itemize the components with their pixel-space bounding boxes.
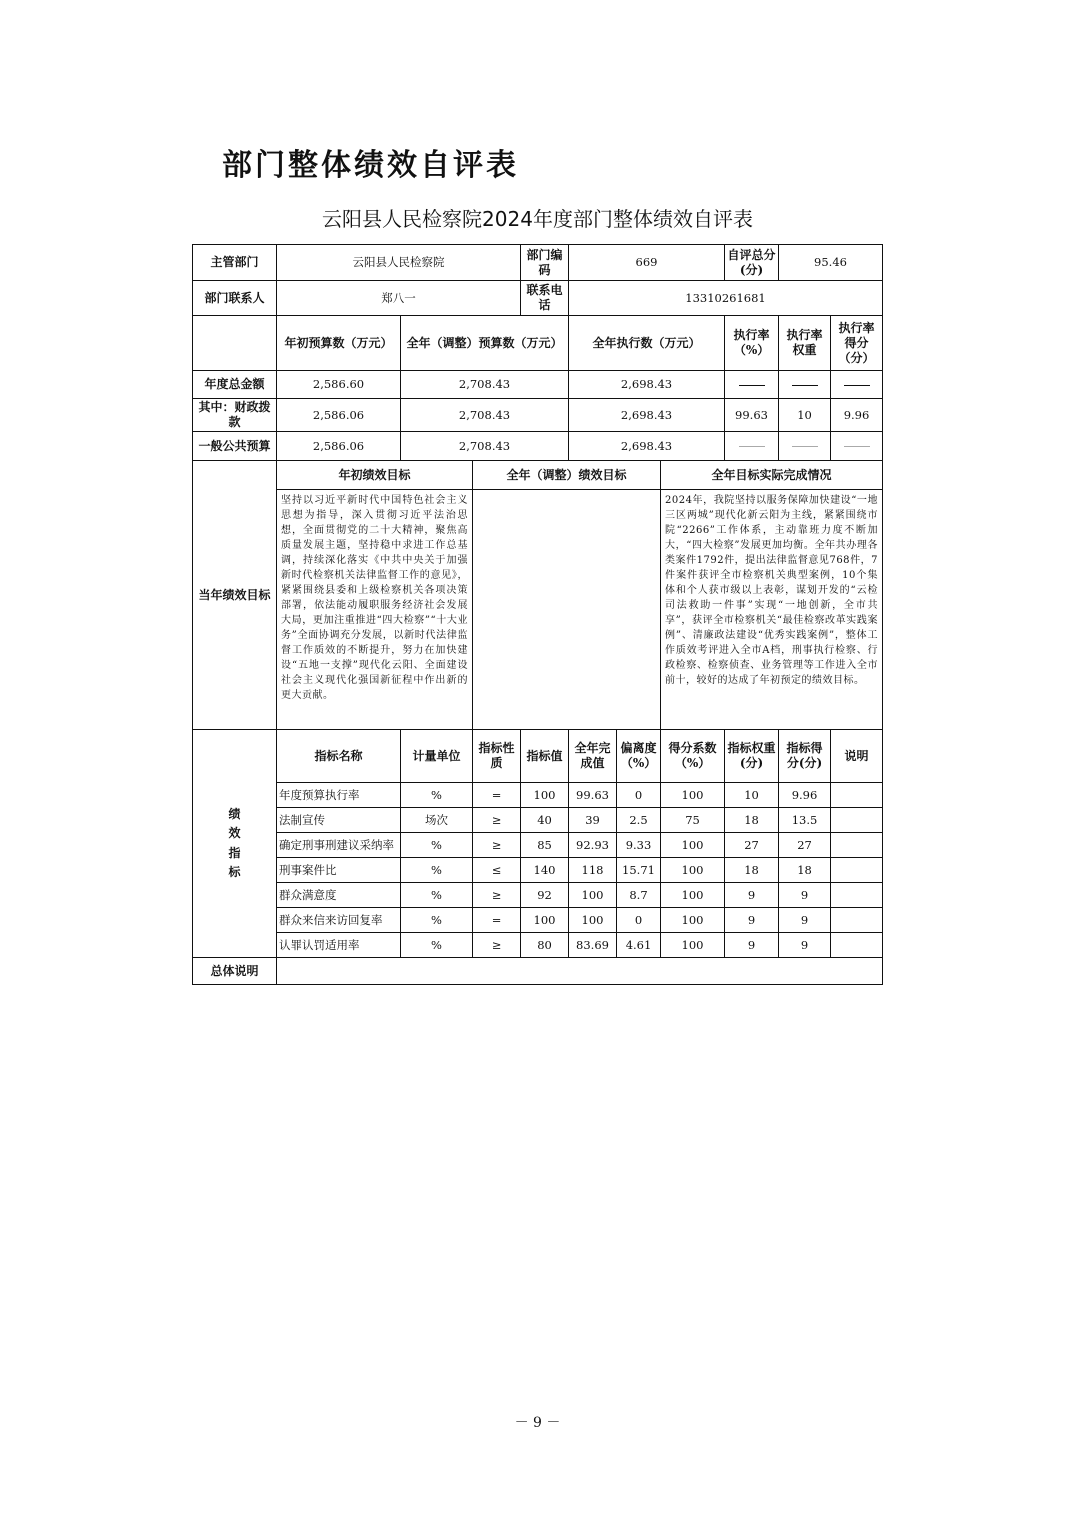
indicator-note bbox=[831, 933, 883, 958]
indicator-deviation: 8.7 bbox=[617, 883, 661, 908]
page-heading: 部门整体绩效自评表 bbox=[222, 148, 519, 183]
indicator-row bbox=[193, 933, 883, 958]
indicator-note bbox=[831, 783, 883, 808]
budget-weight bbox=[779, 371, 831, 399]
indicator-score: 18 bbox=[779, 858, 831, 883]
goals-header-adjusted: 全年（调整）绩效目标 bbox=[473, 461, 661, 490]
indicator-row bbox=[193, 808, 883, 833]
budget-row bbox=[193, 371, 883, 399]
budget-score bbox=[831, 371, 883, 399]
indicator-nature: ≥ bbox=[473, 883, 521, 908]
indicator-row bbox=[193, 908, 883, 933]
indicator-name: 年度预算执行率 bbox=[277, 783, 401, 808]
indicator-nature: ≥ bbox=[473, 833, 521, 858]
indicator-coef: 75 bbox=[661, 808, 725, 833]
indicator-note bbox=[831, 883, 883, 908]
indicator-weight: 18 bbox=[725, 808, 779, 833]
budget-executed: 2,698.43 bbox=[569, 399, 725, 432]
budget-rate: 99.63 bbox=[725, 399, 779, 432]
budget-score: 9.96 bbox=[831, 399, 883, 432]
budget-executed: 2,698.43 bbox=[569, 432, 725, 461]
indicator-weight: 9 bbox=[725, 883, 779, 908]
budget-row-label: 年度总金额 bbox=[193, 371, 277, 399]
dash-mark bbox=[739, 385, 765, 386]
indicator-unit: % bbox=[401, 783, 473, 808]
indicator-nature: ≥ bbox=[473, 808, 521, 833]
page-number: － 9 － bbox=[514, 1415, 561, 1431]
budget-initial: 2,586.06 bbox=[277, 399, 401, 432]
indicator-target: 140 bbox=[521, 858, 569, 883]
indicator-row bbox=[193, 833, 883, 858]
goals-initial-text: 坚持以习近平新时代中国特色社会主义思想为指导，深入贯彻习近平法治思想，全面贯彻党的二十大精神，聚焦高质量发展主题，坚持稳中求进工作总基调，持续深化落实《中共中央关于加强新时代检察机关法律监督工作的意见》，紧紧围绕县委和上级检察机关各项决策部署，依法能动履职服务经济社会发展大局，更加注重推进“四大检察”“十大业务”全面协调充分发展，以新时代法律监督工作质效的不断提升，努力在加快建设“五地一支撑”现代化云阳、全面建设社会主义现代化强国新征程中作出新的更大贡献。 bbox=[277, 490, 473, 730]
budget-header-adjusted: 全年（调整）预算数（万元） bbox=[401, 316, 569, 371]
goals-adjusted-text bbox=[473, 490, 661, 730]
budget-header-weight: 执行率权重 bbox=[779, 316, 831, 371]
indicator-deviation: 2.5 bbox=[617, 808, 661, 833]
indicators-label-text: 绩效指标 bbox=[228, 807, 241, 879]
indicator-weight: 9 bbox=[725, 908, 779, 933]
indicator-unit: % bbox=[401, 908, 473, 933]
indicator-deviation: 0 bbox=[617, 908, 661, 933]
ind-header-coef: 得分系数（%） bbox=[661, 730, 725, 783]
code-label: 部门编码 bbox=[521, 245, 569, 281]
indicator-coef: 100 bbox=[661, 783, 725, 808]
indicator-actual: 39 bbox=[569, 808, 617, 833]
indicator-deviation: 4.61 bbox=[617, 933, 661, 958]
budget-initial: 2,586.60 bbox=[277, 371, 401, 399]
ind-header-score: 指标得分(分) bbox=[779, 730, 831, 783]
indicator-score: 9 bbox=[779, 883, 831, 908]
indicator-deviation: 9.33 bbox=[617, 833, 661, 858]
budget-row bbox=[193, 399, 883, 432]
indicator-actual: 100 bbox=[569, 908, 617, 933]
goals-header-actual: 全年目标实际完成情况 bbox=[661, 461, 883, 490]
indicator-name: 法制宣传 bbox=[277, 808, 401, 833]
phone-value: 13310261681 bbox=[569, 281, 883, 316]
indicator-actual: 99.63 bbox=[569, 783, 617, 808]
indicator-score: 9.96 bbox=[779, 783, 831, 808]
ind-header-name: 指标名称 bbox=[277, 730, 401, 783]
budget-header-executed: 全年执行数（万元） bbox=[569, 316, 725, 371]
budget-header-rate: 执行率（%） bbox=[725, 316, 779, 371]
indicator-target: 100 bbox=[521, 783, 569, 808]
dept-label: 主管部门 bbox=[193, 245, 277, 281]
indicator-unit: % bbox=[401, 833, 473, 858]
dash-mark bbox=[844, 385, 870, 386]
indicator-name: 认罪认罚适用率 bbox=[277, 933, 401, 958]
indicator-deviation: 0 bbox=[617, 783, 661, 808]
indicator-row bbox=[193, 783, 883, 808]
budget-score bbox=[831, 432, 883, 461]
indicator-target: 92 bbox=[521, 883, 569, 908]
indicator-row bbox=[193, 858, 883, 883]
budget-adjusted: 2,708.43 bbox=[401, 371, 569, 399]
phone-label: 联系电话 bbox=[521, 281, 569, 316]
dept-value: 云阳县人民检察院 bbox=[277, 245, 521, 281]
budget-adjusted: 2,708.43 bbox=[401, 399, 569, 432]
indicator-target: 100 bbox=[521, 908, 569, 933]
dash-mark bbox=[739, 446, 765, 447]
indicator-score: 13.5 bbox=[779, 808, 831, 833]
goals-label: 当年绩效目标 bbox=[193, 461, 277, 730]
indicators-label bbox=[193, 730, 277, 958]
indicator-score: 9 bbox=[779, 933, 831, 958]
indicator-note bbox=[831, 833, 883, 858]
dash-mark bbox=[792, 385, 818, 386]
indicator-actual: 100 bbox=[569, 883, 617, 908]
ind-header-deviation: 偏离度（%） bbox=[617, 730, 661, 783]
indicator-row bbox=[193, 883, 883, 908]
indicator-target: 40 bbox=[521, 808, 569, 833]
score-value: 95.46 bbox=[779, 245, 883, 281]
indicator-score: 9 bbox=[779, 908, 831, 933]
indicator-deviation: 15.71 bbox=[617, 858, 661, 883]
indicator-coef: 100 bbox=[661, 858, 725, 883]
ind-header-note: 说明 bbox=[831, 730, 883, 783]
indicator-unit: % bbox=[401, 883, 473, 908]
budget-initial: 2,586.06 bbox=[277, 432, 401, 461]
indicator-weight: 10 bbox=[725, 783, 779, 808]
budget-header-score: 执行率得分（分） bbox=[831, 316, 883, 371]
budget-rate bbox=[725, 432, 779, 461]
indicator-name: 群众来信来访回复率 bbox=[277, 908, 401, 933]
indicator-weight: 27 bbox=[725, 833, 779, 858]
indicator-unit: 场次 bbox=[401, 808, 473, 833]
indicator-coef: 100 bbox=[661, 883, 725, 908]
table-title: 云阳县人民检察院2024年度部门整体绩效自评表 bbox=[322, 207, 753, 231]
budget-weight: 10 bbox=[779, 399, 831, 432]
summary-value bbox=[277, 958, 883, 985]
indicator-coef: 100 bbox=[661, 933, 725, 958]
goals-header-initial: 年初绩效目标 bbox=[277, 461, 473, 490]
indicator-coef: 100 bbox=[661, 908, 725, 933]
indicator-actual: 118 bbox=[569, 858, 617, 883]
indicator-note bbox=[831, 858, 883, 883]
budget-header-initial: 年初预算数（万元） bbox=[277, 316, 401, 371]
indicator-weight: 9 bbox=[725, 933, 779, 958]
dash-mark bbox=[792, 446, 818, 447]
budget-rate bbox=[725, 371, 779, 399]
indicator-nature: = bbox=[473, 908, 521, 933]
budget-row-label: 一般公共预算 bbox=[193, 432, 277, 461]
ind-header-actual: 全年完成值 bbox=[569, 730, 617, 783]
indicator-actual: 83.69 bbox=[569, 933, 617, 958]
indicator-name: 群众满意度 bbox=[277, 883, 401, 908]
indicator-nature: ≤ bbox=[473, 858, 521, 883]
indicator-coef: 100 bbox=[661, 833, 725, 858]
indicator-target: 80 bbox=[521, 933, 569, 958]
self-evaluation-table bbox=[192, 244, 883, 985]
indicator-nature: = bbox=[473, 783, 521, 808]
indicator-unit: % bbox=[401, 858, 473, 883]
ind-header-target: 指标值 bbox=[521, 730, 569, 783]
contact-label: 部门联系人 bbox=[193, 281, 277, 316]
ind-header-unit: 计量单位 bbox=[401, 730, 473, 783]
indicator-note bbox=[831, 908, 883, 933]
ind-header-nature: 指标性质 bbox=[473, 730, 521, 783]
budget-executed: 2,698.43 bbox=[569, 371, 725, 399]
indicator-name: 刑事案件比 bbox=[277, 858, 401, 883]
indicator-actual: 92.93 bbox=[569, 833, 617, 858]
indicator-unit: % bbox=[401, 933, 473, 958]
score-label: 自评总分(分) bbox=[725, 245, 779, 281]
contact-value: 郑八一 bbox=[277, 281, 521, 316]
budget-adjusted: 2,708.43 bbox=[401, 432, 569, 461]
goals-actual-text: 2024年，我院坚持以服务保障加快建设“一地三区两城”现代化新云阳为主线，紧紧围绕市院“2266”工作体系，主动靠班力度不断加大，“四大检察”发展更加均衡。全年共办理各类案件1792件，提出法律监督意见768件，7件案件获评全市检察机关典型案例，10个集体和个人获市级以上表彰，谋划开发的“云检司法救助一件事”实现“一地创新，全市共享”，获评全市检察机关“最佳检察改革实践案例”、清廉政法建设“优秀实践案例”，整体工作质效考评进入全市A档，刑事执行检察、行政检察、检察侦查、业务管理等工作进入全市前十，较好的达成了年初预定的绩效目标。 bbox=[661, 490, 883, 730]
ind-header-weight: 指标权重(分) bbox=[725, 730, 779, 783]
indicator-note bbox=[831, 808, 883, 833]
indicator-target: 85 bbox=[521, 833, 569, 858]
budget-corner bbox=[193, 316, 277, 371]
code-value: 669 bbox=[569, 245, 725, 281]
budget-row-label: 其中：财政拨款 bbox=[193, 399, 277, 432]
indicator-weight: 18 bbox=[725, 858, 779, 883]
dash-mark bbox=[844, 446, 870, 447]
budget-row bbox=[193, 432, 883, 461]
budget-weight bbox=[779, 432, 831, 461]
indicator-nature: ≥ bbox=[473, 933, 521, 958]
indicator-score: 27 bbox=[779, 833, 831, 858]
summary-label: 总体说明 bbox=[193, 958, 277, 985]
indicator-name: 确定刑事刑建议采纳率 bbox=[277, 833, 401, 858]
